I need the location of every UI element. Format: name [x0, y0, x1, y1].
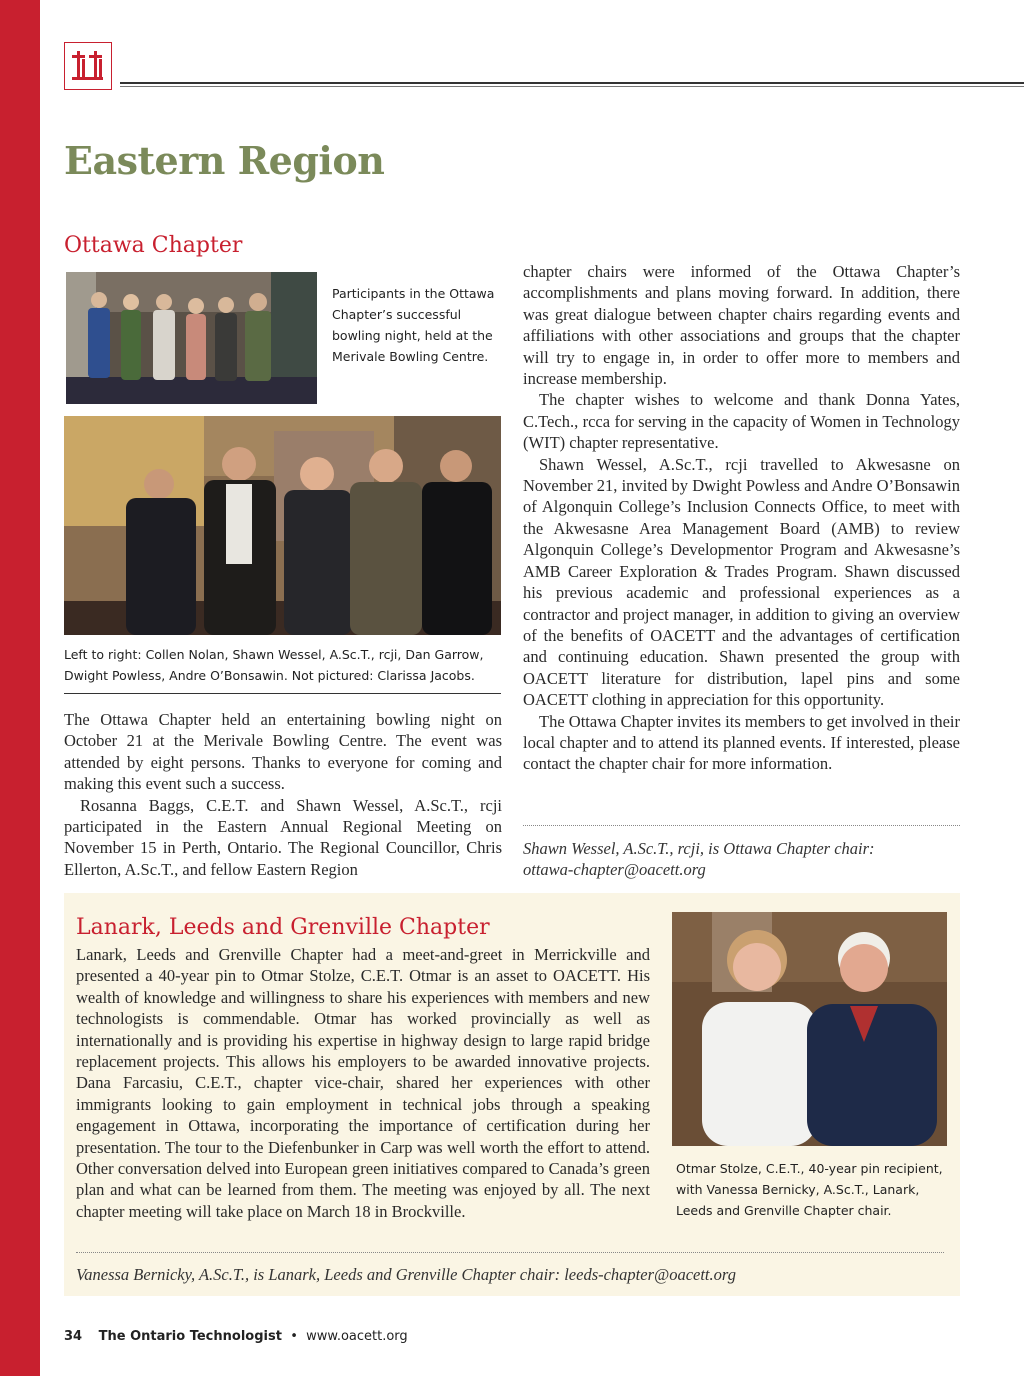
lanark-chapter-heading: Lanark, Leeds and Grenville Chapter [76, 915, 490, 940]
oacett-logo [64, 42, 112, 90]
ottawa-signature-email: ottawa-chapter@oacett.org [523, 860, 706, 880]
website-link[interactable]: www.oacett.org [306, 1329, 408, 1344]
lanark-paragraph: Lanark, Leeds and Grenville Chapter had a meet-and-greet in Merrickville and presented a 40-year pin to Otmar Stolze, C.E.T. Otmar is an asset to OACETT. His wealth of knowledge and willingness to share his experiences with members and new technologists is commendable. Otmar has worked provincially as well as internationally and is providing his expertise in highway design to large rapid bridge replacement projects. This allows his employers to be awarded innovative projects. Dana Farcasiu, C.E.T., chapter vice-chair, shared her experiences with other immigrants looking to gain employment in technical jobs through a speaking engagement in Ottawa, incorporating the importance of certification during her presentation. The tour to the Diefenbunker in Carp was well worth the effort to attend. Other conversation delved into European green initiatives compared to Canada’s green plan and what can be learned from them. The meeting was enjoyed by all. The next chapter meeting will take place on March 18 in Brockville. [76, 945, 650, 1221]
bowling-group-photo [66, 272, 317, 404]
ottawa-paragraph-5: Shawn Wessel, A.Sc.T., rcji travelled to Akwesasne on November 21, invited by Dwight Powless and Andre O’Bonsawin of Algonquin College’s Inclusion Connects Office, to meet with the Akwesasne Area Management Board (AMB) to review Algonquin College’s Developmentor Program and Akwesasne’s AMB Career Exploration & Trades Program. Shawn discussed his previous academic and professional experiences as a contractor and project manager, in addition to giving an overview of the benefits of OACETT and the advantages of certification and continuing education. Shawn presented the group with OACETT literature for distribution, lapel pins and some OACETT clothing in appreciation for this opportunity. [523, 454, 960, 710]
ottawa-signature-rule [523, 825, 960, 826]
page-footer [64, 1329, 408, 1344]
ottawa-paragraph-1: The Ottawa Chapter held an entertaining bowling night on October 21 at the Merivale Bowling Centre. The event was attended by eight persons. Thanks to everyone for coming and making this event such a success. [64, 710, 502, 794]
caption-rule [64, 693, 501, 694]
ottawa-chapter-heading: Ottawa Chapter [64, 233, 243, 258]
header-rule-thin [120, 86, 1024, 87]
ottawa-paragraph-3: chapter chairs were informed of the Ottawa Chapter’s accomplishments and plans moving forward. In addition, there was great dialogue between chapter chairs regarding events and affiliations with other associations and groups that the chapter will try to engage in, in order to offer more to members and increase membership. [523, 262, 960, 389]
akwesasne-meeting-photo [64, 416, 501, 635]
ottawa-signature-name: Shawn Wessel, A.Sc.T., rcji, is Ottawa Chapter chair: [523, 839, 875, 858]
otmar-photo-caption: Otmar Stolze, C.E.T., 40-year pin recipient, with Vanessa Bernicky, A.Sc.T., Lanark, Leeds and Grenville Chapter chair. [676, 1161, 943, 1218]
otmar-vanessa-photo [672, 912, 947, 1146]
footer-separator: • [290, 1329, 298, 1344]
region-title: Eastern Region [64, 138, 385, 183]
ottawa-paragraph-6: The Ottawa Chapter invites its members to get involved in their local chapter and to attend its planned events. If interested, please contact the chapter chair for more information. [523, 711, 960, 774]
header-rule [120, 82, 1024, 84]
ottawa-left-column [64, 709, 502, 880]
lanark-signature: Vanessa Bernicky, A.Sc.T., is Lanark, Leeds and Grenville Chapter chair: leeds-chapter@oacett.org [76, 1265, 736, 1284]
meeting-photo-caption: Left to right: Collen Nolan, Shawn Wessel, A.Sc.T., rcji, Dan Garrow, Dwight Powless, Andre O’Bonsawin. Not pictured: Clarissa Jacobs. [64, 647, 484, 683]
ottawa-right-column [523, 261, 960, 775]
logo-mark-icon [65, 43, 110, 88]
ottawa-paragraph-4: The chapter wishes to welcome and thank Donna Yates, C.Tech., rcca for serving in the capacity of Women in Technology (WIT) chapter representative. [523, 390, 960, 453]
publication-name: The Ontario Technologist [98, 1329, 282, 1344]
lanark-body [76, 944, 650, 1222]
bowling-photo-caption: Participants in the Ottawa Chapter’s successful bowling night, held at the Merivale Bowling Centre. [332, 286, 495, 364]
lanark-signature-rule [76, 1252, 944, 1253]
ottawa-paragraph-2: Rosanna Baggs, C.E.T. and Shawn Wessel, A.Sc.T., rcji participated in the Eastern Annual Regional Meeting on November 15 in Perth, Ontario. The Regional Councillor, Chris Ellerton, A.Sc.T., and fellow Eastern Region [64, 795, 502, 879]
left-red-bar [0, 0, 40, 1376]
page-number: 34 [64, 1329, 83, 1344]
ottawa-signature [523, 838, 960, 881]
